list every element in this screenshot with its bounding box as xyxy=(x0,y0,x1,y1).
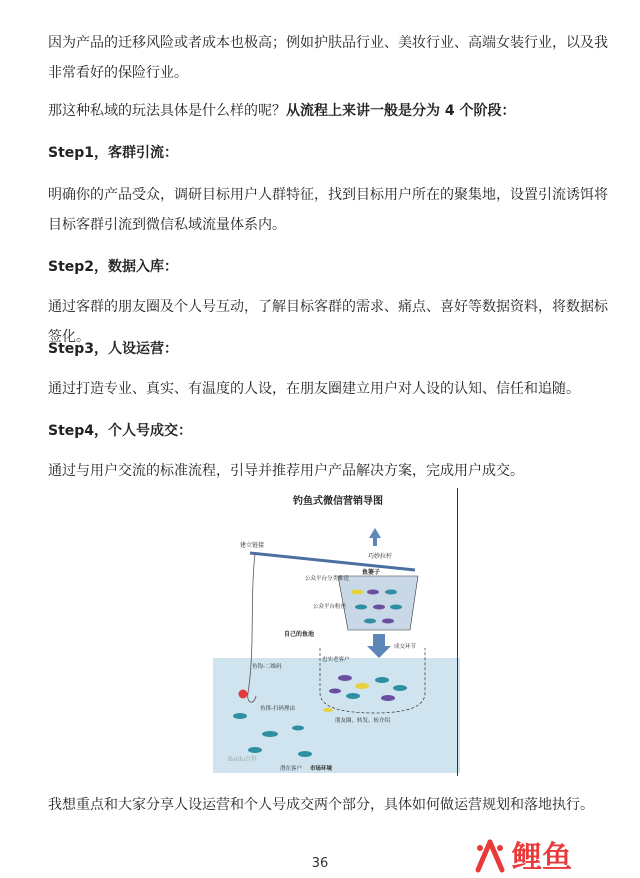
fishing-marketing-diagram xyxy=(210,488,465,778)
vertical-divider xyxy=(457,488,458,776)
label-loyal: 忠实老客户 xyxy=(322,657,350,663)
fish-basket xyxy=(338,576,418,630)
label-basket: 鱼篓子 xyxy=(362,569,381,576)
label-bait: 鱼饵-扫码理由 xyxy=(260,706,295,712)
step4-title: Step4，个人号成交： xyxy=(48,423,193,439)
deal-arrow-icon xyxy=(367,634,391,658)
step3-text: 通过打造专业、真实、有温度的人设，在朋友圈建立用户对人设的认知、信任和追随。 xyxy=(48,381,580,397)
page-number: 36 xyxy=(311,856,329,871)
figure-title: 钓鱼式微信营销导图 xyxy=(293,496,383,507)
label-official-push: 公众平台分类推送 xyxy=(305,576,350,582)
label-moments: 朋友圈、转发、转介绍 xyxy=(335,718,391,724)
label-link: 建立链接 xyxy=(240,542,265,549)
bobber-icon xyxy=(239,690,248,699)
watermark-text: Baidu百科 xyxy=(228,756,258,763)
label-own-pool: 自己的鱼池 xyxy=(284,631,315,638)
pull-up-arrow-icon xyxy=(369,528,381,546)
closing-paragraph: 我想重点和大家分享人设运营和个人号成交两个部分，具体如何做运营规划和落地执行。 xyxy=(48,797,594,813)
step4-text: 通过与用户交流的标准流程，引导并推荐用户产品解决方案，完成用户成交。 xyxy=(48,463,524,479)
step1-text: 明确你的产品受众，调研目标用户人群特征，找到目标用户所在的聚集地，设置引流诱饵将目标客群引流到微信私域流量体系内。 xyxy=(48,187,608,233)
step3-title: Step3，人设运营： xyxy=(48,341,179,357)
step2-title: Step2，数据入库： xyxy=(48,259,179,275)
label-official-fans: 公众平台粉丝 xyxy=(313,604,347,610)
paragraph-intro: 因为产品的迁移风险或者成本也极高；例如护肤品行业、美妆行业、高端女装行业，以及我非常看好的保险行业。 xyxy=(48,35,608,81)
logo-text: 鲤鱼 xyxy=(512,840,572,875)
label-potential: 潜在客户 xyxy=(280,766,303,772)
paragraph-question xyxy=(48,96,618,126)
liyu-logo xyxy=(470,832,620,876)
question-text: 那这种私域的玩法具体是什么样的呢？ xyxy=(48,103,286,119)
label-skill: 巧妙拉杆 xyxy=(368,553,393,560)
label-market: 市场环境 xyxy=(310,766,333,772)
step1-title: Step1，客群引流： xyxy=(48,145,179,161)
step2-text: 通过客群的朋友圈及个人号互动，了解目标客群的需求、痛点、喜好等数据资料，将数据标签化。 xyxy=(48,299,608,345)
label-deal: 成交环节 xyxy=(394,644,417,650)
label-hook: 鱼钩-二维码 xyxy=(252,664,282,670)
question-bold-text: 从流程上来讲一般是分为 4 个阶段： xyxy=(286,103,516,119)
logo-fire-mark-icon xyxy=(477,842,503,870)
